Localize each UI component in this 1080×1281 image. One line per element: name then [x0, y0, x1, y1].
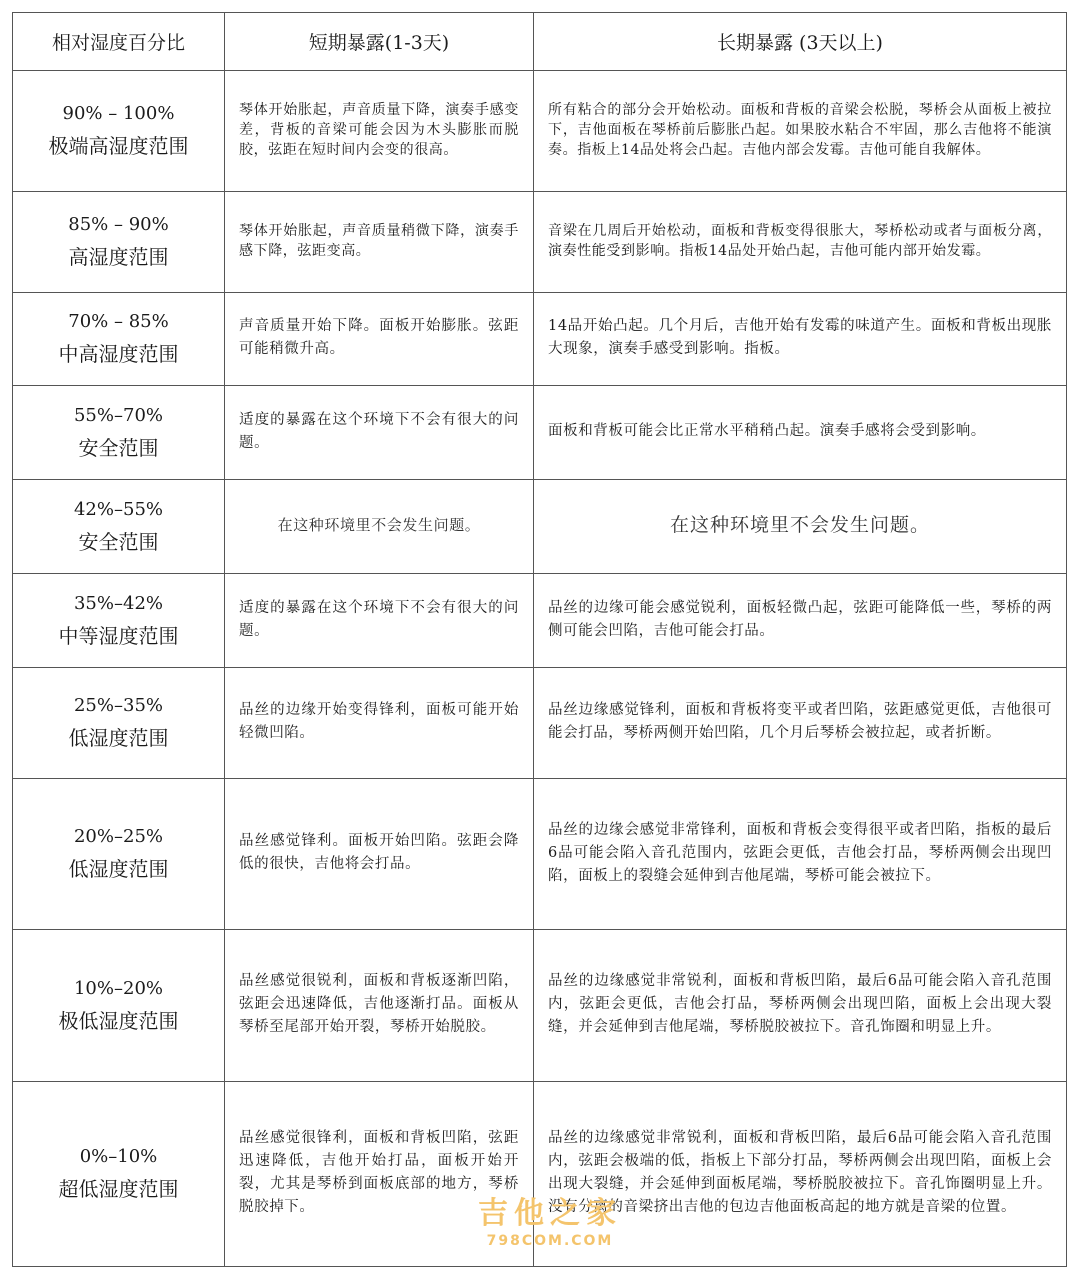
short-term-cell: 声音质量开始下降。面板开始膨胀。弦距可能稍微升高。 — [225, 293, 534, 386]
range-label: 超低湿度范围 — [58, 1177, 179, 1201]
range-cell — [13, 293, 225, 386]
watermark-main-text: 吉他之家 — [478, 1196, 622, 1231]
range-cell — [13, 1082, 225, 1267]
range-label: 低湿度范围 — [68, 857, 169, 881]
range-cell — [13, 386, 225, 480]
table-header-row — [13, 13, 1067, 71]
long-term-cell: 品丝的边缘会感觉非常锋利，面板和背板会变得很平或者凹陷，指板的最后6品可能会陷入音孔范围内，弦距会更低，吉他会打品，琴桥两侧会出现凹陷，面板上的裂缝会延伸到吉他尾端，琴桥可能会被拉下。 — [534, 779, 1067, 930]
range-percent: 20%–25% — [73, 826, 163, 847]
table-row — [13, 386, 1067, 480]
long-term-cell: 品丝边缘感觉锋利，面板和背板将变平或者凹陷，弦距感觉更低，吉他很可能会打品，琴桥两侧开始凹陷，几个月后琴桥会被拉起，或者折断。 — [534, 668, 1067, 779]
range-label: 中高湿度范围 — [58, 342, 179, 366]
long-term-cell: 品丝的边缘感觉非常锐利，面板和背板凹陷，最后6品可能会陷入音孔范围内，弦距会极端的低，指板上下部分打品，琴桥两侧会出现凹陷，面板上会出现大裂缝，并会延伸到面板尾端，琴桥脱胶被拉下。音孔饰圈明显上升。没有分离的音梁挤出吉他的包边吉他面板高起的地方就是音梁的位置。 — [534, 1082, 1067, 1267]
header-long-term: 长期暴露 (3天以上) — [534, 13, 1067, 71]
table-row — [13, 480, 1067, 574]
table-row — [13, 574, 1067, 668]
range-percent: 42%–55% — [73, 498, 163, 520]
range-percent: 25%–35% — [73, 695, 163, 716]
range-cell — [13, 71, 225, 192]
range-percent: 90% – 100% — [62, 103, 175, 124]
table-row — [13, 1082, 1067, 1267]
short-term-cell: 适度的暴露在这个环境下不会有很大的问题。 — [225, 574, 534, 668]
range-percent: 35%–42% — [73, 592, 163, 614]
short-term-cell: 品丝感觉很锐利，面板和背板逐渐凹陷，弦距会迅速降低，吉他逐渐打品。面板从琴桥至尾部开始开裂，琴桥开始脱胶。 — [225, 930, 534, 1082]
long-term-cell: 音梁在几周后开始松动，面板和背板变得很胀大，琴桥松动或者与面板分离，演奏性能受到影响。指板14品处开始凸起，吉他可能内部开始发霉。 — [534, 192, 1067, 293]
range-label: 极端高湿度范围 — [48, 134, 189, 158]
range-cell — [13, 574, 225, 668]
range-cell — [13, 668, 225, 779]
short-term-cell: 琴体开始胀起，声音质量下降，演奏手感变差，背板的音梁可能会因为木头膨胀而脱胶，弦距在短时间内会变的很高。 — [225, 71, 534, 192]
range-label: 安全范围 — [78, 435, 159, 460]
table-row — [13, 779, 1067, 930]
table-row — [13, 192, 1067, 293]
range-cell — [13, 779, 225, 930]
table-row — [13, 293, 1067, 386]
range-label: 高湿度范围 — [68, 245, 169, 269]
short-term-cell: 琴体开始胀起，声音质量稍微下降，演奏手感下降，弦距变高。 — [225, 192, 534, 293]
range-cell — [13, 480, 225, 574]
header-humidity: 相对湿度百分比 — [13, 13, 225, 71]
range-percent: 70% – 85% — [68, 311, 169, 332]
long-term-cell: 品丝的边缘可能会感觉锐利，面板轻微凸起，弦距可能降低一些，琴桥的两侧可能会凹陷，吉他可能会打品。 — [534, 574, 1067, 668]
long-term-cell: 在这种环境里不会发生问题。 — [534, 480, 1067, 574]
humidity-table — [12, 12, 1067, 1267]
short-term-cell: 品丝的边缘开始变得锋利，面板可能开始轻微凹陷。 — [225, 668, 534, 779]
long-term-cell: 品丝的边缘感觉非常锐利，面板和背板凹陷，最后6品可能会陷入音孔范围内，弦距会更低，吉他会打品，琴桥两侧会出现凹陷，面板上会出现大裂缝，并会延伸到吉他尾端，琴桥脱胶被拉下。音孔饰圈和明显上升。 — [534, 930, 1067, 1082]
short-term-cell: 适度的暴露在这个环境下不会有很大的问题。 — [225, 386, 534, 480]
short-term-cell: 品丝感觉锋利。面板开始凹陷。弦距会降低的很快，吉他将会打品。 — [225, 779, 534, 930]
table-row — [13, 71, 1067, 192]
range-label: 安全范围 — [78, 529, 159, 554]
short-term-cell: 在这种环境里不会发生问题。 — [225, 480, 534, 574]
range-label: 中等湿度范围 — [58, 623, 179, 648]
range-cell — [13, 930, 225, 1082]
table-row — [13, 668, 1067, 779]
table-row — [13, 930, 1067, 1082]
watermark-sub-text: 798COM.COM — [486, 1233, 614, 1249]
range-label: 极低湿度范围 — [58, 1008, 179, 1033]
range-cell — [13, 192, 225, 293]
long-term-cell: 面板和背板可能会比正常水平稍稍凸起。演奏手感将会受到影响。 — [534, 386, 1067, 480]
long-term-cell: 14品开始凸起。几个月后，吉他开始有发霉的味道产生。面板和背板出现胀大现象，演奏手感受到影响。指板。 — [534, 293, 1067, 386]
range-percent: 85% – 90% — [68, 214, 169, 235]
short-term-cell: 品丝感觉很锋利，面板和背板凹陷，弦距迅速降低，吉他开始打品，面板开始开裂，尤其是琴桥到面板底部的地方，琴桥脱胶掉下。 — [225, 1082, 534, 1267]
long-term-cell: 所有粘合的部分会开始松动。面板和背板的音梁会松脱，琴桥会从面板上被拉下，吉他面板在琴桥前后膨胀凸起。如果胶水粘合不牢固，那么吉他将不能演奏。指板上14品处将会凸起。吉他内部会发霉。吉他可能自我解体。 — [534, 71, 1067, 192]
range-percent: 55%–70% — [73, 404, 163, 426]
range-percent: 10%–20% — [73, 977, 163, 999]
range-percent: 0%–10% — [79, 1146, 158, 1167]
range-label: 低湿度范围 — [68, 726, 169, 750]
header-short-term: 短期暴露(1-3天) — [225, 13, 534, 71]
